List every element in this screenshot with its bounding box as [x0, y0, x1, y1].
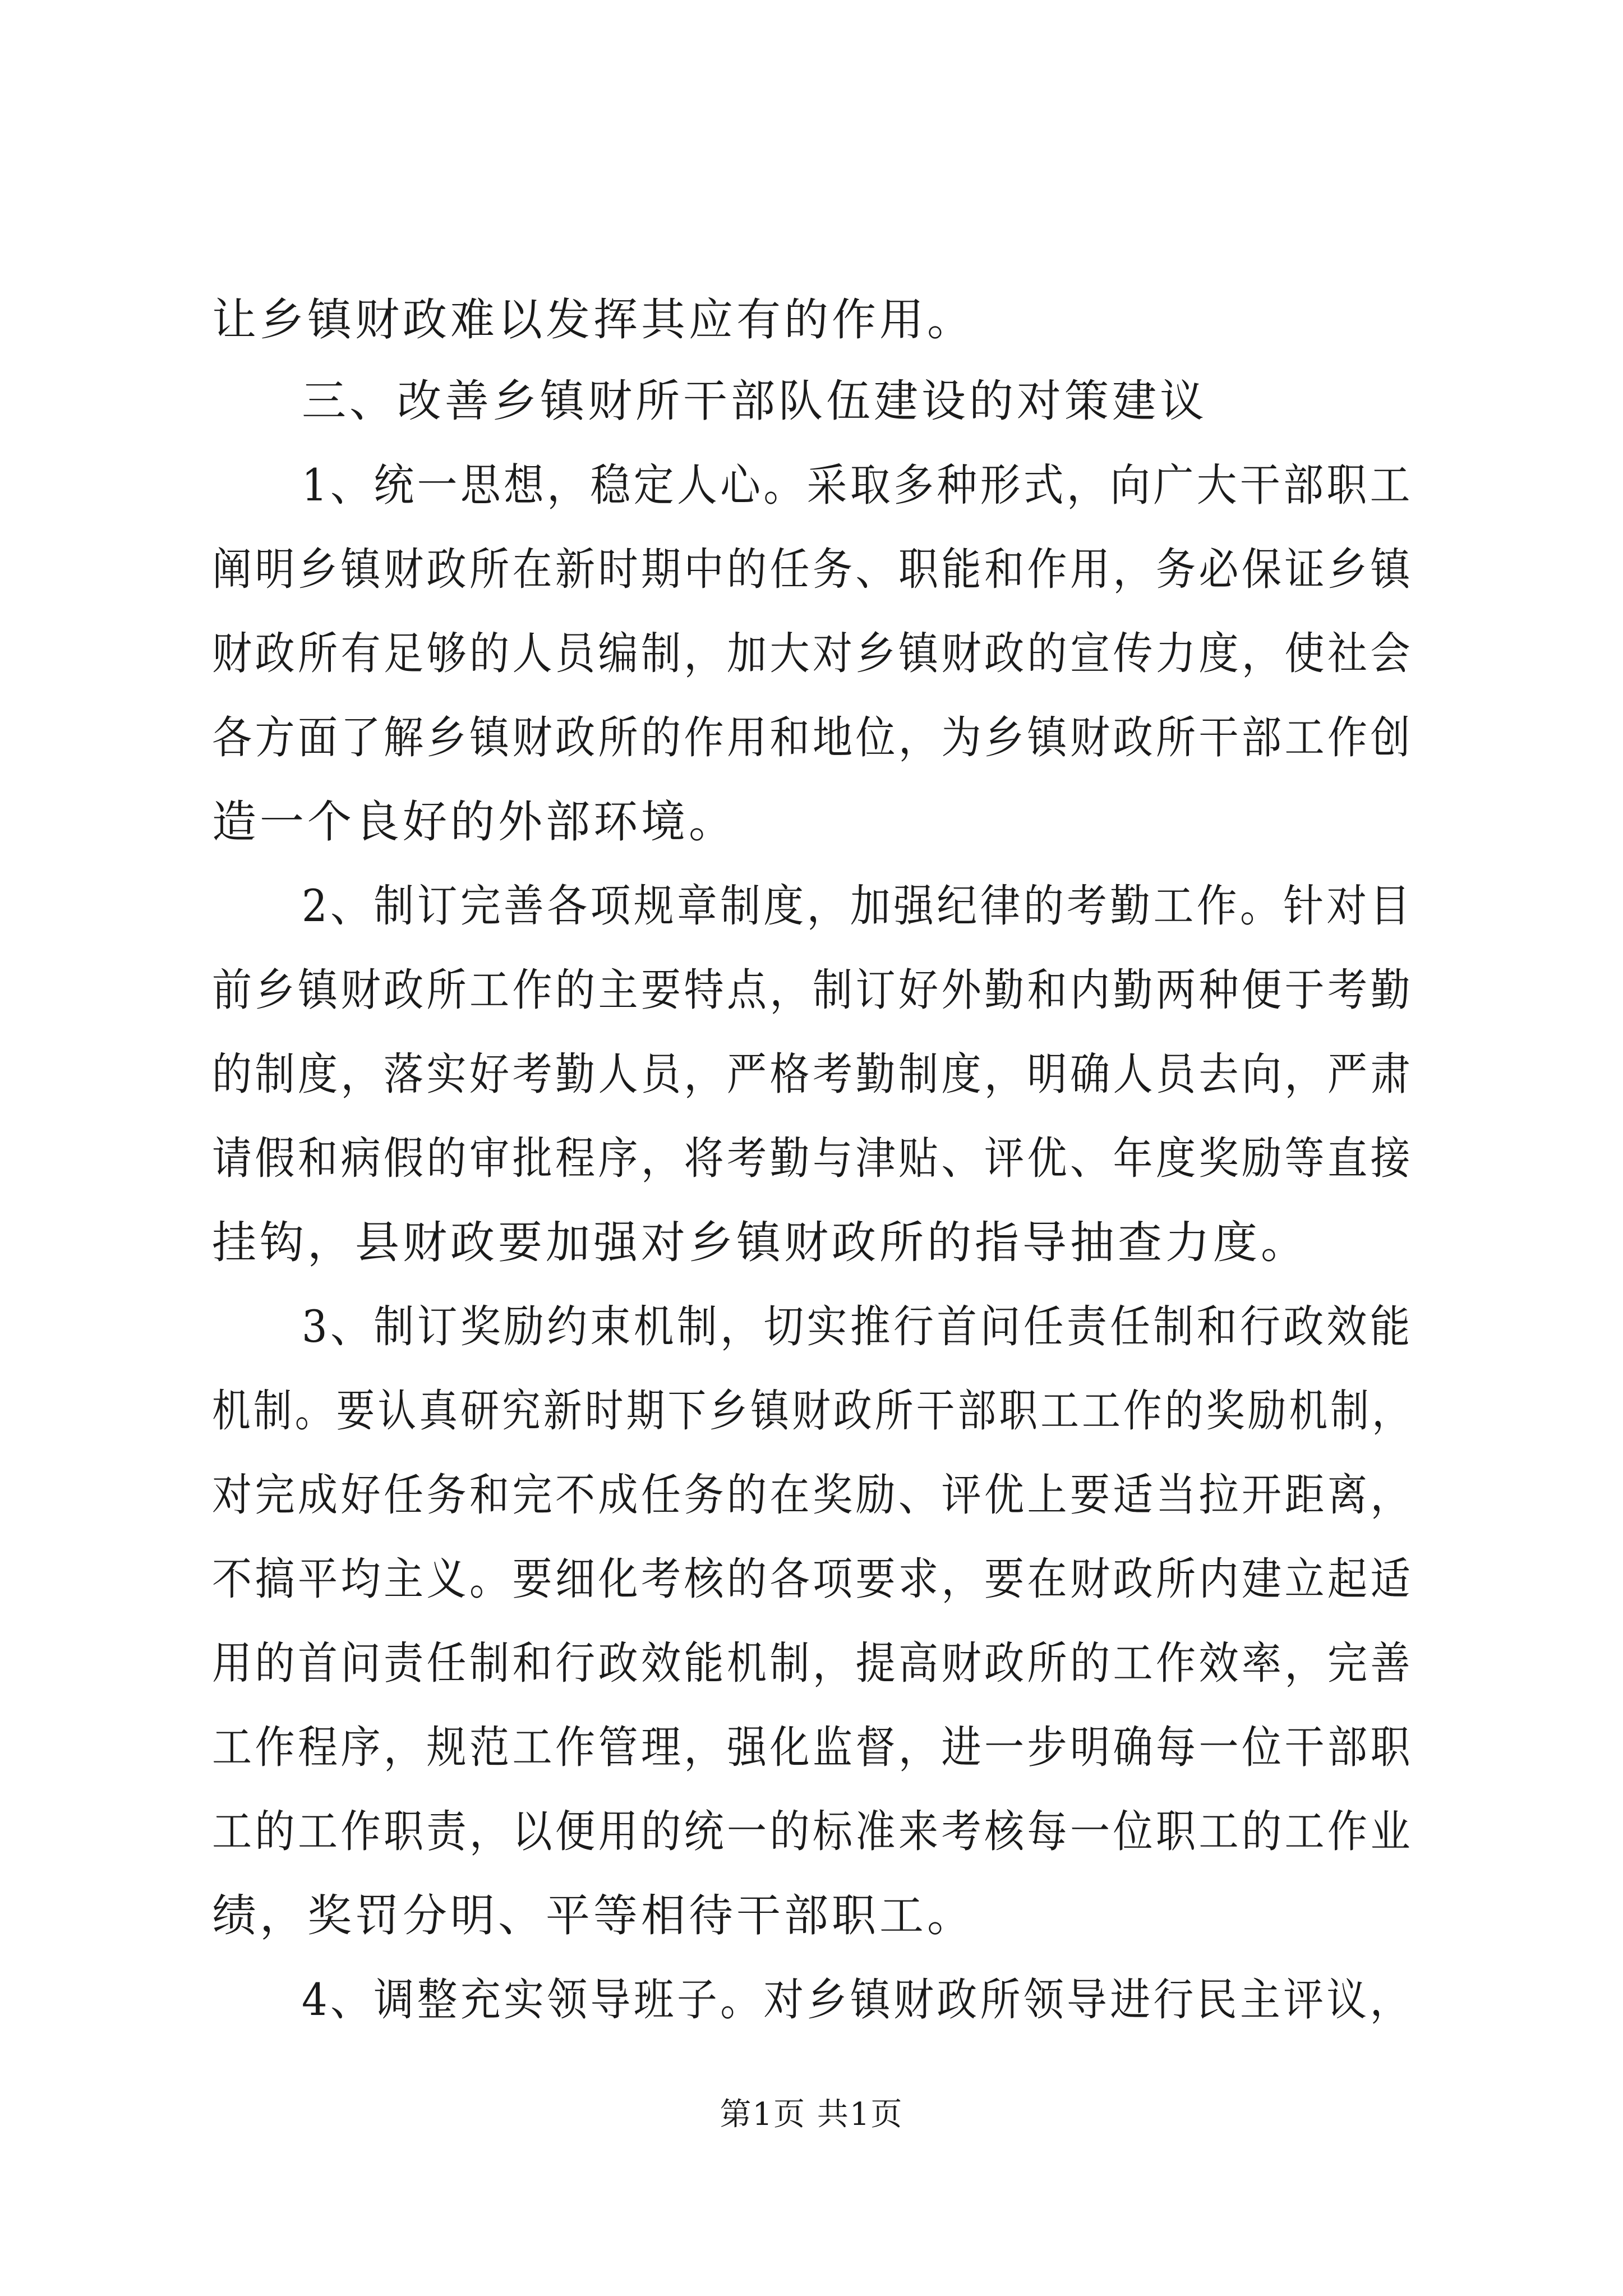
body-line: 对完成好任务和完不成任务的在奖励、评优上要适当拉开距离，: [212, 1469, 1413, 1521]
section-heading: 三、改善乡镇财所干部队伍建设的对策建议: [302, 375, 1207, 427]
body-line: 2、制订完善各项规章制度，加强纪律的考勤工作。针对目: [302, 880, 1413, 932]
body-line: 各方面了解乡镇财政所的作用和地位，为乡镇财政所干部工作创: [212, 712, 1413, 763]
body-line: 绩，奖罚分明、平等相待干部职工。: [212, 1890, 975, 1941]
body-line: 工的工作职责，以便用的统一的标准来考核每一位职工的工作业: [212, 1806, 1413, 1857]
body-line: 用的首问责任制和行政效能机制，提高财政所的工作效率，完善: [212, 1637, 1413, 1689]
body-line: 机制。要认真研究新时期下乡镇财政所干部职工工作的奖励机制，: [212, 1385, 1414, 1437]
body-line: 不搞平均主义。要细化考核的各项要求，要在财政所内建立起适: [212, 1553, 1413, 1605]
body-line: 挂钩，县财政要加强对乡镇财政所的指导抽查力度。: [212, 1217, 1308, 1268]
body-line: 造一个良好的外部环境。: [212, 796, 736, 848]
body-line: 阐明乡镇财政所在新时期中的任务、职能和作用，务必保证乡镇: [212, 544, 1413, 595]
page-footer: 第1页 共1页: [720, 2096, 903, 2133]
body-line: 前乡镇财政所工作的主要特点，制订好外勤和内勤两种便于考勤: [212, 964, 1413, 1016]
body-line: 1、统一思想，稳定人心。采取多种形式，向广大干部职工: [302, 459, 1413, 511]
body-line: 4、调整充实领导班子。对乡镇财政所领导进行民主评议，: [302, 1974, 1413, 2026]
body-line: 的制度，落实好考勤人员，严格考勤制度，明确人员去向，严肃: [212, 1048, 1413, 1100]
body-line: 财政所有足够的人员编制，加大对乡镇财政的宣传力度，使社会: [212, 628, 1413, 679]
body-line: 3、制订奖励约束机制，切实推行首问任责任制和行政效能: [302, 1301, 1413, 1352]
body-line: 让乡镇财政难以发挥其应有的作用。: [212, 294, 975, 346]
body-line: 请假和病假的审批程序，将考勤与津贴、评优、年度奖励等直接: [212, 1133, 1413, 1184]
body-line: 工作程序，规范工作管理，强化监督，进一步明确每一位干部职: [212, 1722, 1413, 1773]
